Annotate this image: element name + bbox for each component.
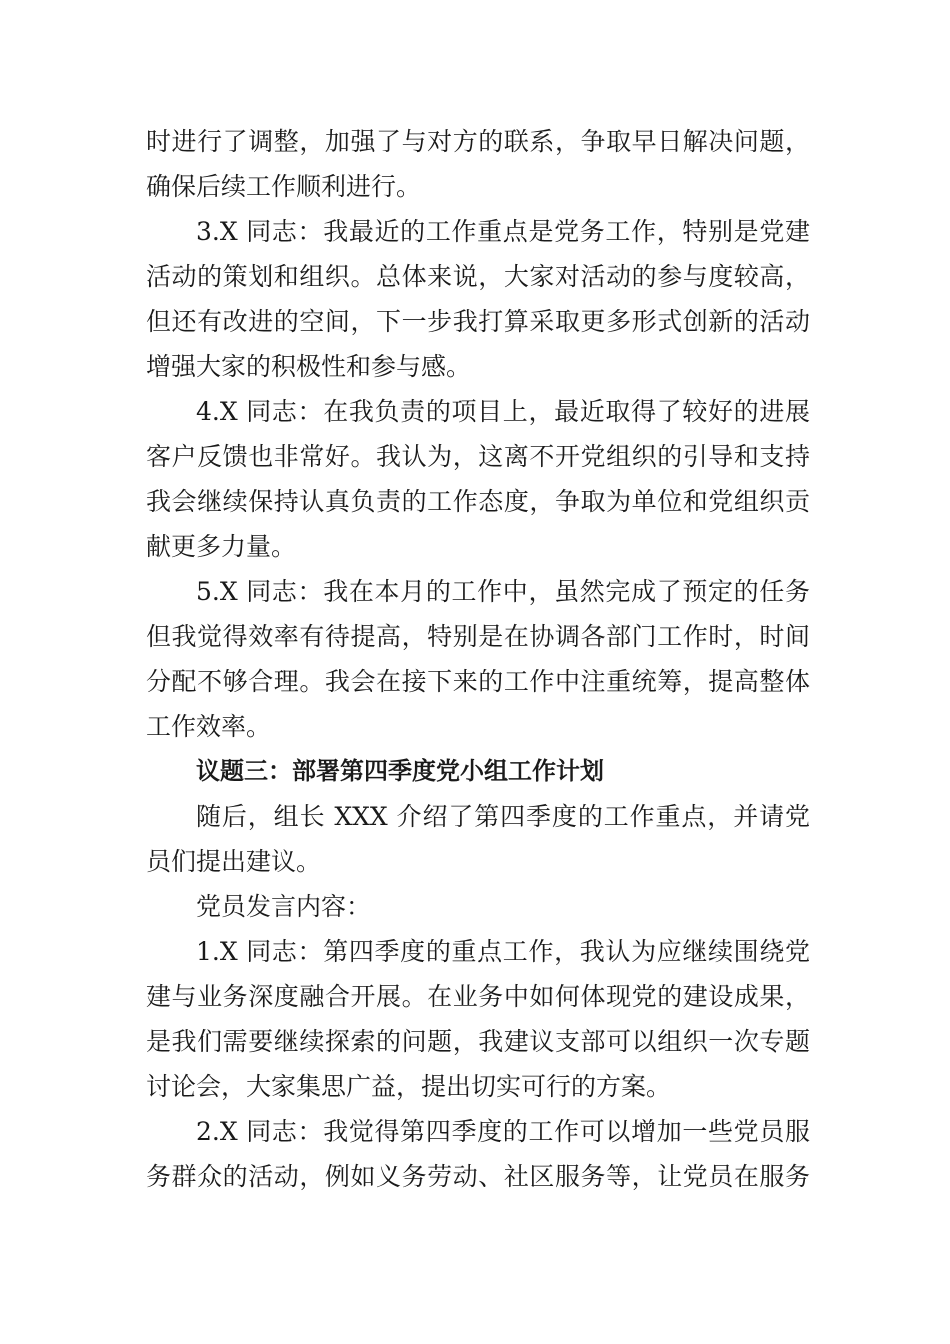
paragraph-first-line: 4.X 同志：在我负责的项目上，最近取得了较好的进展: [196, 397, 810, 426]
paragraph-line: 但我觉得效率有待提高，特别是在协调各部门工作时，时间: [146, 622, 810, 651]
paragraph-last-line: 献更多力量。: [146, 532, 297, 561]
paragraph-last-line: 工作效率。: [146, 712, 272, 741]
section-heading: 议题三：部署第四季度党小组工作计划: [196, 757, 604, 785]
paragraph-line: 活动的策划和组织。总体来说，大家对活动的参与度较高，: [146, 262, 810, 291]
paragraph-first-line: 3.X 同志：我最近的工作重点是党务工作，特别是党建: [196, 217, 810, 246]
paragraph-last-line: 增强大家的积极性和参与感。: [146, 352, 472, 381]
paragraph-line: 分配不够合理。我会在接下来的工作中注重统筹，提高整体: [146, 667, 810, 696]
paragraph-first-line: 5.X 同志：我在本月的工作中，虽然完成了预定的任务: [196, 577, 810, 606]
paragraph-first-line: 1.X 同志：第四季度的重点工作，我认为应继续围绕党: [196, 937, 810, 966]
paragraph-last-line: 讨论会，大家集思广益，提出切实可行的方案。: [146, 1072, 672, 1101]
paragraph-line: 务群众的活动，例如义务劳动、社区服务等，让党员在服务: [146, 1162, 810, 1191]
paragraph-last-line: 员们提出建议。: [146, 847, 322, 876]
paragraph-line: 客户反馈也非常好。我认为，这离不开党组织的引导和支持: [146, 442, 810, 471]
paragraph-first-line: 党员发言内容：: [196, 892, 372, 921]
paragraph-line: 时进行了调整，加强了与对方的联系，争取早日解决问题，: [146, 127, 810, 156]
document-body: [146, 119, 810, 1199]
paragraph-last-line: 确保后续工作顺利进行。: [146, 172, 422, 201]
paragraph-line: 我会继续保持认真负责的工作态度，争取为单位和党组织贡: [146, 487, 810, 516]
paragraph-line: 建与业务深度融合开展。在业务中如何体现党的建设成果，: [146, 982, 810, 1011]
paragraph-line: 是我们需要继续探索的问题，我建议支部可以组织一次专题: [146, 1027, 810, 1056]
paragraph-first-line: 2.X 同志：我觉得第四季度的工作可以增加一些党员服: [196, 1117, 810, 1146]
paragraph-line: 但还有改进的空间，下一步我打算采取更多形式创新的活动: [146, 307, 810, 336]
paragraph-first-line: 随后，组长 XXX 介绍了第四季度的工作重点，并请党: [196, 802, 810, 831]
